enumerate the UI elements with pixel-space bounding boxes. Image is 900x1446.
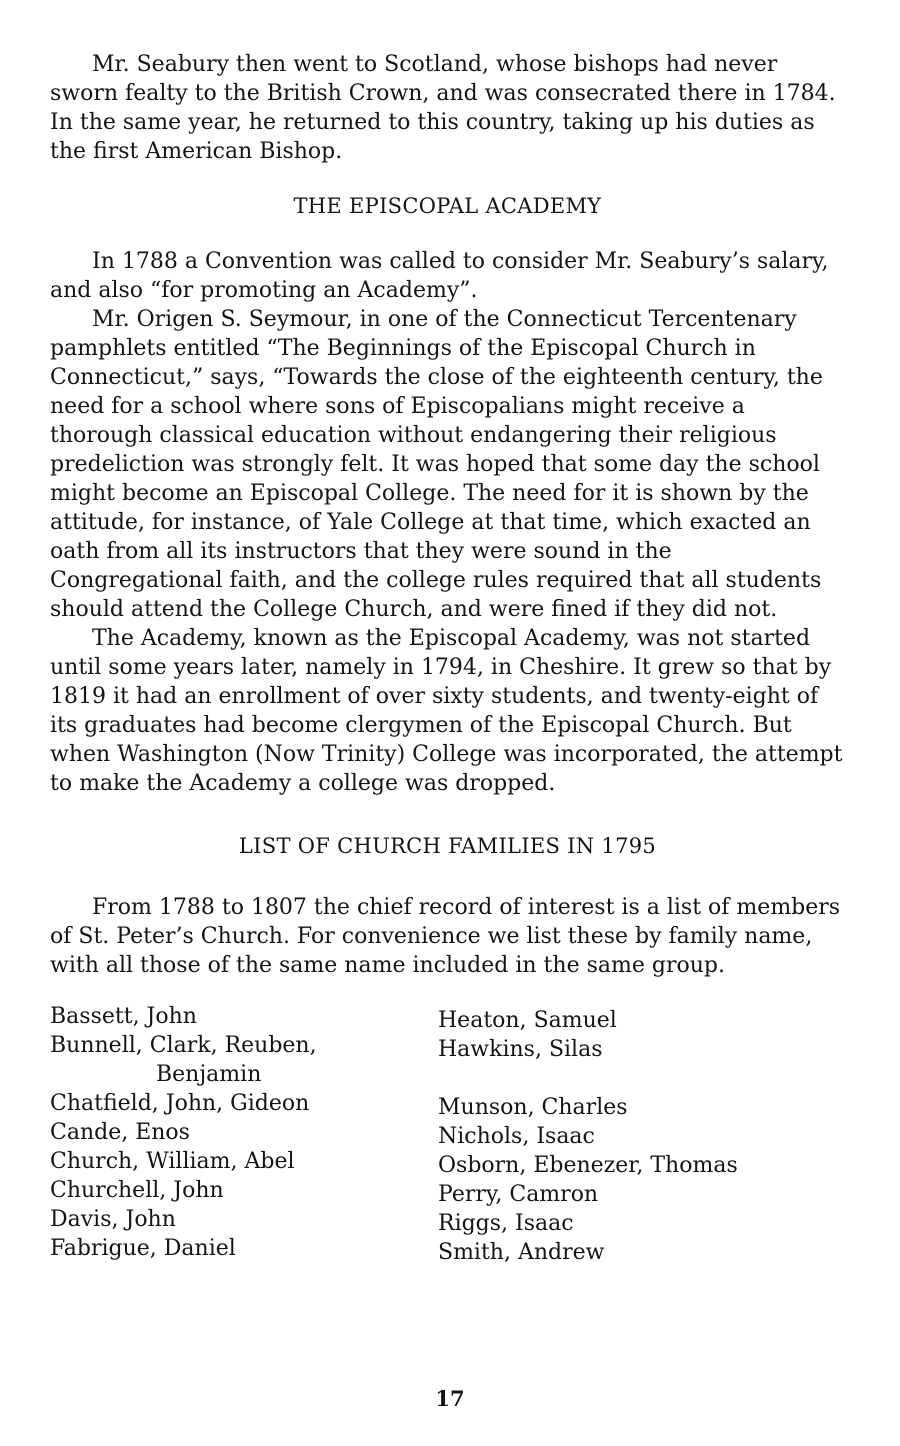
family-entry: Smith, Andrew xyxy=(438,1240,605,1265)
family-entry: Bassett, John xyxy=(50,1004,197,1029)
heading-church-families: LIST OF CHURCH FAMILIES IN 1795 xyxy=(238,834,657,858)
paragraph-academy-cheshire: The Academy, known as the Episcopal Academy, was not started until some years later, namely in 1794, in Cheshire. It grew so that by 1819 it had an enrollment of over sixty students, and twenty-eight of its graduates had become clergymen of the Episcopal Church. But when Washington (Now Trinity) College was incorporated, the attempt to make the Academy a college was dropped. xyxy=(50,626,843,796)
family-entry: Perry, Camron xyxy=(438,1182,599,1207)
family-entry: Heaton, Samuel xyxy=(438,1008,617,1033)
heading-episcopal-academy: THE EPISCOPAL ACADEMY xyxy=(293,194,602,218)
paragraph-members-record: From 1788 to 1807 the chief record of interest is a list of members of St. Peter’s Church. For convenience we list these by family name, with all those of the same name included in the same group. xyxy=(50,895,841,978)
family-list-left-column xyxy=(50,1002,438,1267)
page-number: 17 xyxy=(435,1386,465,1411)
family-entry: Cande, Enos xyxy=(50,1120,190,1145)
family-entry: Church, William, Abel xyxy=(50,1149,295,1174)
family-entry-continuation: Benjamin xyxy=(156,1062,262,1087)
paragraph-convention-1788: In 1788 a Convention was called to consider Mr. Seabury’s salary, and also “for promoting an Academy”. xyxy=(50,249,829,303)
family-entry: Munson, Charles xyxy=(438,1095,628,1120)
family-list xyxy=(50,1002,845,1267)
family-entry: Chatfield, John, Gideon xyxy=(50,1091,310,1116)
family-entry: Riggs, Isaac xyxy=(438,1211,574,1236)
family-entry: Fabrigue, Daniel xyxy=(50,1236,236,1261)
family-list-right-column xyxy=(438,1002,845,1267)
family-entry: Hawkins, Silas xyxy=(438,1037,603,1062)
family-entry: Churchell, John xyxy=(50,1178,224,1203)
paragraph-seymour-quote: Mr. Origen S. Seymour, in one of the Connecticut Tercentenary pamphlets entitled “The Beginnings of the Episcopal Church in Connecticut,” says, “Towards the close of the eighteenth century, the need for a school where sons of Episcopalians might receive a thorough classical education without endangering their religious predeliction was strongly felt. It was hoped that some day the school might become an Episcopal College. The need for it is shown by the attitude, for instance, of Yale College at that time, which exacted an oath from all its instructors that they were sound in the Congregational faith, and the college rules required that all students should attend the College Church, and were fined if they did not. xyxy=(50,307,823,622)
paragraph-seabury-scotland: Mr. Seabury then went to Scotland, whose bishops had never sworn fealty to the British Crown, and was consecrated there in 1784. In the same year, he returned to this country, taking up his duties as the first American Bishop. xyxy=(50,52,836,164)
family-entry: Osborn, Ebenezer, Thomas xyxy=(438,1153,738,1178)
page-body xyxy=(50,50,845,1267)
family-entry: Davis, John xyxy=(50,1207,176,1232)
family-entry: Nichols, Isaac xyxy=(438,1124,595,1149)
family-entry: Bunnell, Clark, Reuben, xyxy=(50,1033,317,1058)
list-spacer xyxy=(438,1064,845,1093)
